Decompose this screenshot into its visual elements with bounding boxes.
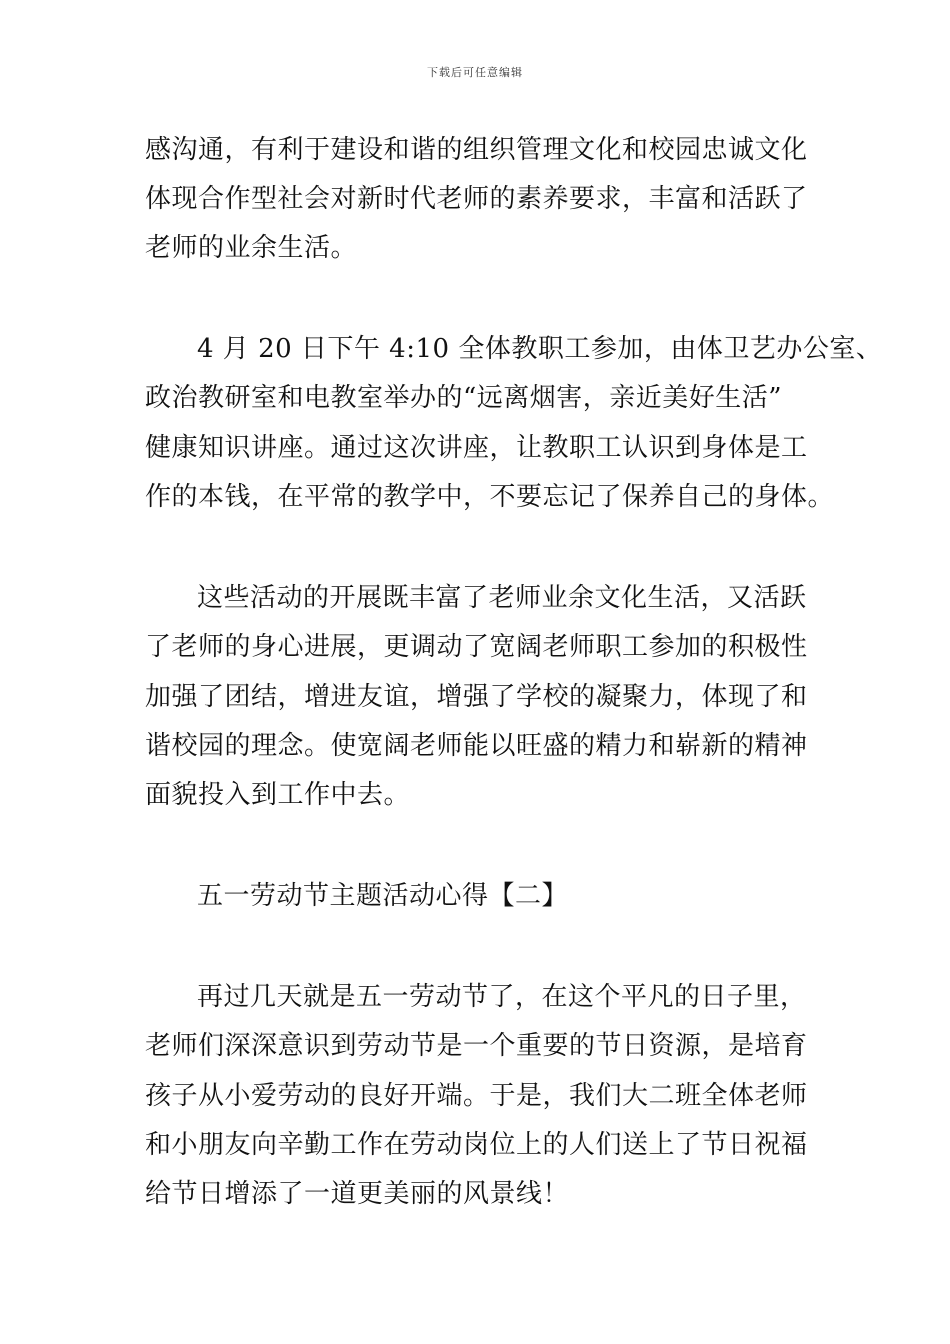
paragraph-1-line-3: 老师的业余生活。	[145, 233, 358, 263]
paragraph-3-line-4: 谐校园的理念。使宽阔老师能以旺盛的精力和崭新的精神	[145, 731, 808, 761]
paragraph-2-line-2: 政治教研室和电教室举办的“远离烟害，亲近美好生活”	[145, 383, 783, 413]
paragraph-3-line-5: 面貌投入到工作中去。	[145, 780, 411, 810]
paragraph-1-line-2: 体现合作型社会对新时代老师的素养要求，丰富和活跃了	[145, 184, 808, 214]
paragraph-4-line-2: 老师们深深意识到劳动节是一个重要的节日资源，是培育	[145, 1031, 808, 1061]
paragraph-3-line-1: 这些活动的开展既丰富了老师业余文化生活，又活跃	[197, 583, 807, 613]
section-heading: 五一劳动节主题活动心得【二】	[197, 881, 569, 911]
paragraph-2-line-1: 4 月 20 日下午 4:10 全体教职工参加，由体卫艺办公室、	[197, 334, 883, 364]
paragraph-2-line-3: 健康知识讲座。通过这次讲座，让教职工认识到身体是工	[145, 433, 808, 463]
paragraph-4-line-3: 孩子从小爱劳动的良好开端。于是，我们大二班全体老师	[145, 1081, 808, 1111]
paragraph-2-line-4: 作的本钱，在平常的教学中，不要忘记了保养自己的身体。	[145, 482, 835, 512]
paragraph-4-line-1: 再过几天就是五一劳动节了，在这个平凡的日子里，	[197, 982, 807, 1012]
paragraph-4-line-5: 给节日增添了一道更美丽的风景线！	[145, 1179, 570, 1209]
paragraph-3-line-2: 了老师的身心进展，更调动了宽阔老师职工参加的积极性	[145, 632, 808, 662]
header-note: 下载后可任意编辑	[427, 66, 523, 79]
paragraph-4-line-4: 和小朋友向辛勤工作在劳动岗位上的人们送上了节日祝福	[145, 1130, 808, 1160]
paragraph-3-line-3: 加强了团结，增进友谊，增强了学校的凝聚力，体现了和	[145, 682, 808, 712]
paragraph-1-line-1: 感沟通，有利于建设和谐的组织管理文化和校园忠诚文化	[145, 135, 808, 165]
